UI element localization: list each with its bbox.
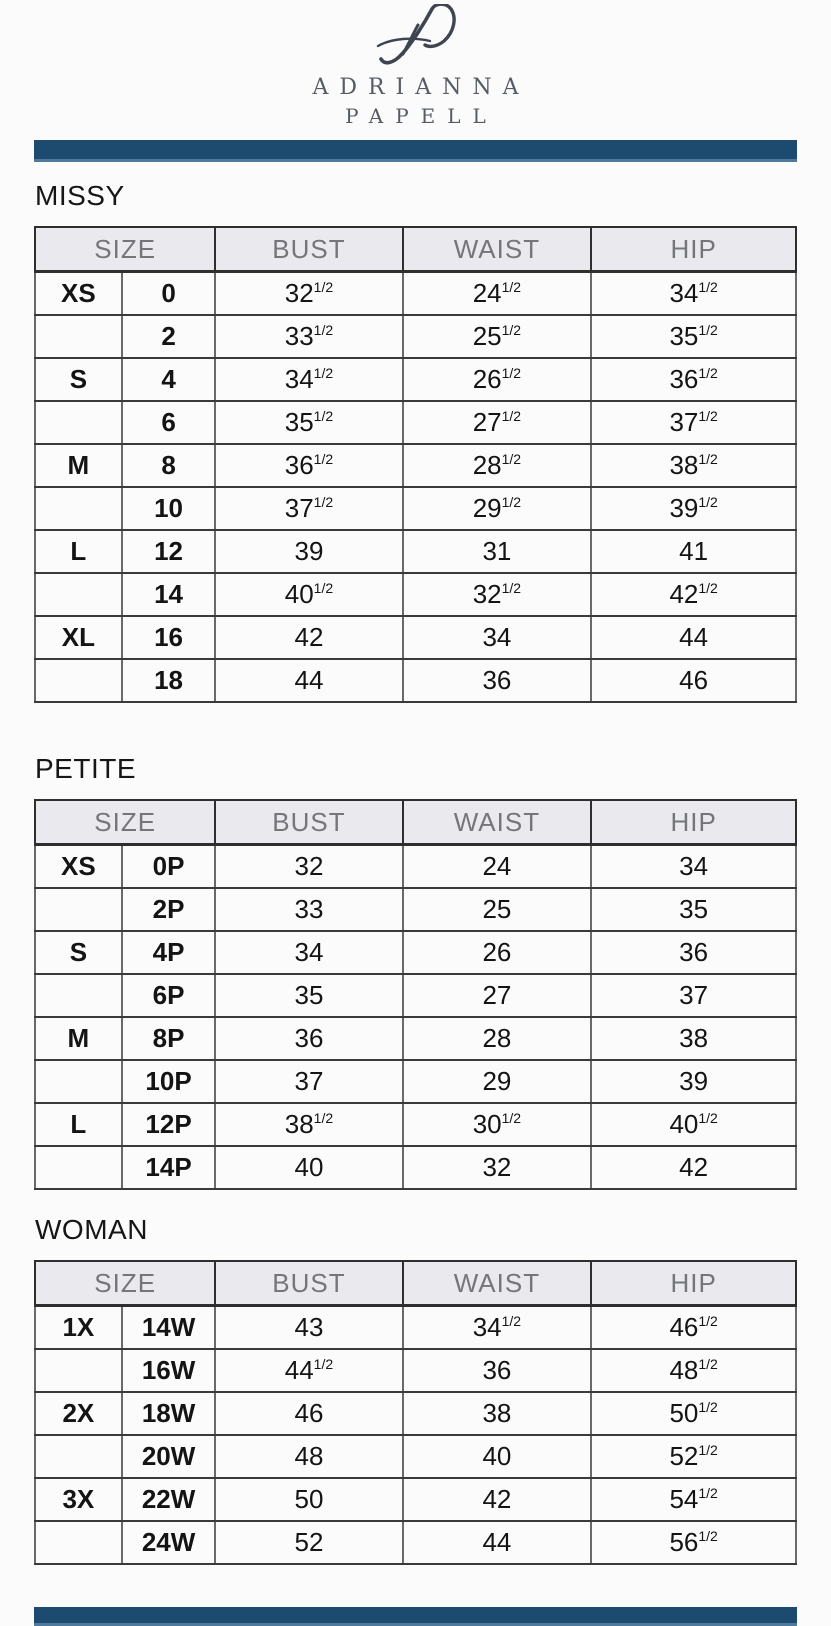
- cell-hip: 46: [591, 659, 796, 702]
- cell-number-size: 10P: [122, 1060, 216, 1103]
- cell-number-size: 8P: [122, 1017, 216, 1060]
- cell-letter-size: [35, 487, 122, 530]
- cell-bust: 43: [215, 1306, 402, 1350]
- half-fraction: 1/2: [698, 1312, 718, 1329]
- cell-waist: 28: [403, 1017, 592, 1060]
- col-header-bust: BUST: [215, 227, 402, 272]
- cell-number-size: 0: [122, 272, 216, 316]
- cell-waist: 36: [403, 1349, 592, 1392]
- cell-number-size: 6P: [122, 974, 216, 1017]
- cell-number-size: 10: [122, 487, 216, 530]
- cell-bust: 33: [215, 888, 402, 931]
- table-row: [35, 1435, 796, 1478]
- top-divider-bar: [34, 140, 797, 162]
- cell-bust: 37: [215, 1060, 402, 1103]
- section-title-woman: WOMAN: [35, 1214, 148, 1246]
- cell-hip: 36: [591, 931, 796, 974]
- cell-hip: $50^{1/2}$: [591, 1392, 796, 1435]
- cell-letter-size: [35, 1060, 122, 1103]
- half-fraction: 1/2: [698, 450, 718, 467]
- cell-hip: 34: [591, 845, 796, 889]
- table-row: [35, 272, 796, 316]
- half-fraction: 1/2: [501, 321, 522, 338]
- cell-bust: 36: [215, 1017, 402, 1060]
- cell-hip: $36^{1/2}$: [591, 358, 796, 401]
- cell-hip: 38: [591, 1017, 796, 1060]
- cell-waist: $34^{1/2}$: [403, 1306, 592, 1350]
- col-header-bust: BUST: [215, 800, 402, 845]
- table-row: [35, 616, 796, 659]
- cell-number-size: 18: [122, 659, 216, 702]
- table-row: [35, 931, 796, 974]
- size-section-missy: [34, 180, 797, 703]
- half-fraction: 1/2: [313, 407, 334, 424]
- cell-hip: $48^{1/2}$: [591, 1349, 796, 1392]
- cell-waist: $25^{1/2}$: [403, 315, 592, 358]
- cell-letter-size: [35, 315, 122, 358]
- cell-hip: $42^{1/2}$: [591, 573, 796, 616]
- cell-hip: $39^{1/2}$: [591, 487, 796, 530]
- cell-bust: 35: [215, 974, 402, 1017]
- cell-number-size: 6: [122, 401, 216, 444]
- half-fraction: 1/2: [501, 1312, 522, 1329]
- section-title-missy: MISSY: [35, 180, 125, 212]
- col-header-size: SIZE: [35, 800, 215, 845]
- table-row: [35, 530, 796, 573]
- header-row: [35, 227, 796, 272]
- cell-bust: 39: [215, 530, 402, 573]
- cell-hip: 44: [591, 616, 796, 659]
- cell-number-size: 0P: [122, 845, 216, 889]
- cell-bust: 40: [215, 1146, 402, 1189]
- cell-letter-size: [35, 401, 122, 444]
- half-fraction: 1/2: [698, 493, 718, 510]
- cell-letter-size: XS: [35, 845, 122, 889]
- col-header-hip: HIP: [591, 800, 796, 845]
- cell-letter-size: L: [35, 530, 122, 573]
- cell-hip: $40^{1/2}$: [591, 1103, 796, 1146]
- col-header-waist: WAIST: [403, 1261, 592, 1306]
- table-row: [35, 1306, 796, 1350]
- cell-waist: $24^{1/2}$: [403, 272, 592, 316]
- half-fraction: 1/2: [313, 1355, 334, 1372]
- table-row: [35, 401, 796, 444]
- half-fraction: 1/2: [501, 364, 522, 381]
- half-fraction: 1/2: [698, 579, 718, 596]
- table-row: [35, 444, 796, 487]
- cell-hip: $54^{1/2}$: [591, 1478, 796, 1521]
- half-fraction: 1/2: [313, 321, 334, 338]
- cell-number-size: 8: [122, 444, 216, 487]
- cell-number-size: 16: [122, 616, 216, 659]
- cell-bust: 44: [215, 659, 402, 702]
- cell-waist: 36: [403, 659, 592, 702]
- cell-letter-size: [35, 573, 122, 616]
- size-section-woman: [34, 1214, 797, 1565]
- size-table-petite: [34, 799, 797, 1190]
- cell-letter-size: [35, 888, 122, 931]
- half-fraction: 1/2: [698, 1441, 718, 1458]
- cell-bust: 50: [215, 1478, 402, 1521]
- half-fraction: 1/2: [698, 1484, 718, 1501]
- cell-number-size: 14P: [122, 1146, 216, 1189]
- half-fraction: 1/2: [698, 1398, 718, 1415]
- cell-hip: 35: [591, 888, 796, 931]
- cell-waist: 25: [403, 888, 592, 931]
- cell-hip: $56^{1/2}$: [591, 1521, 796, 1564]
- cell-hip: 41: [591, 530, 796, 573]
- cell-hip: $37^{1/2}$: [591, 401, 796, 444]
- half-fraction: 1/2: [313, 493, 334, 510]
- cell-letter-size: [35, 1521, 122, 1564]
- col-header-bust: BUST: [215, 1261, 402, 1306]
- cell-waist: 42: [403, 1478, 592, 1521]
- half-fraction: 1/2: [698, 321, 718, 338]
- table-row: [35, 1103, 796, 1146]
- size-section-petite: [34, 753, 797, 1190]
- cell-waist: 29: [403, 1060, 592, 1103]
- header-row: [35, 800, 796, 845]
- cell-number-size: 22W: [122, 1478, 216, 1521]
- table-row: [35, 888, 796, 931]
- cell-letter-size: M: [35, 1017, 122, 1060]
- half-fraction: 1/2: [501, 493, 522, 510]
- cell-waist: 32: [403, 1146, 592, 1189]
- table-row: [35, 1017, 796, 1060]
- cell-hip: 37: [591, 974, 796, 1017]
- half-fraction: 1/2: [313, 579, 334, 596]
- cell-bust: 32: [215, 845, 402, 889]
- cell-letter-size: 1X: [35, 1306, 122, 1350]
- table-row: [35, 573, 796, 616]
- half-fraction: 1/2: [501, 579, 522, 596]
- half-fraction: 1/2: [698, 407, 718, 424]
- cell-bust: $38^{1/2}$: [215, 1103, 402, 1146]
- cell-letter-size: [35, 1349, 122, 1392]
- half-fraction: 1/2: [698, 364, 718, 381]
- cell-bust: $34^{1/2}$: [215, 358, 402, 401]
- brand-name-line1: ADRIANNA: [312, 75, 530, 100]
- table-row: [35, 1060, 796, 1103]
- size-tables: [34, 180, 797, 1565]
- col-header-size: SIZE: [35, 1261, 215, 1306]
- half-fraction: 1/2: [313, 364, 334, 381]
- cell-hip: 42: [591, 1146, 796, 1189]
- cell-bust: $33^{1/2}$: [215, 315, 402, 358]
- cell-waist: $32^{1/2}$: [403, 573, 592, 616]
- cell-letter-size: [35, 1146, 122, 1189]
- cell-waist: $27^{1/2}$: [403, 401, 592, 444]
- table-row: [35, 974, 796, 1017]
- half-fraction: 1/2: [698, 1527, 718, 1544]
- table-row: [35, 358, 796, 401]
- size-table-missy: [34, 226, 797, 703]
- cell-letter-size: XL: [35, 616, 122, 659]
- cell-waist: $30^{1/2}$: [403, 1103, 592, 1146]
- table-row: [35, 1478, 796, 1521]
- half-fraction: 1/2: [698, 1109, 718, 1126]
- half-fraction: 1/2: [698, 278, 718, 295]
- cell-bust: $32^{1/2}$: [215, 272, 402, 316]
- cell-number-size: 4P: [122, 931, 216, 974]
- cell-number-size: 2P: [122, 888, 216, 931]
- col-header-waist: WAIST: [403, 227, 592, 272]
- size-table-woman: [34, 1260, 797, 1565]
- bottom-divider-bar: [34, 1607, 797, 1626]
- cell-letter-size: 2X: [35, 1392, 122, 1435]
- cell-letter-size: [35, 1435, 122, 1478]
- cell-hip: 39: [591, 1060, 796, 1103]
- cell-number-size: 2: [122, 315, 216, 358]
- cell-bust: 46: [215, 1392, 402, 1435]
- cell-waist: $26^{1/2}$: [403, 358, 592, 401]
- cell-bust: $35^{1/2}$: [215, 401, 402, 444]
- cell-letter-size: S: [35, 358, 122, 401]
- cell-letter-size: S: [35, 931, 122, 974]
- cell-hip: $34^{1/2}$: [591, 272, 796, 316]
- cell-letter-size: M: [35, 444, 122, 487]
- table-row: [35, 1392, 796, 1435]
- table-row: [35, 659, 796, 702]
- half-fraction: 1/2: [313, 450, 334, 467]
- cell-waist: $29^{1/2}$: [403, 487, 592, 530]
- cell-number-size: 14: [122, 573, 216, 616]
- col-header-size: SIZE: [35, 227, 215, 272]
- table-row: [35, 487, 796, 530]
- cell-letter-size: L: [35, 1103, 122, 1146]
- cell-bust: $44^{1/2}$: [215, 1349, 402, 1392]
- cell-number-size: 24W: [122, 1521, 216, 1564]
- half-fraction: 1/2: [313, 1109, 334, 1126]
- header-row: [35, 1261, 796, 1306]
- half-fraction: 1/2: [501, 278, 522, 295]
- cell-waist: 44: [403, 1521, 592, 1564]
- cell-bust: $37^{1/2}$: [215, 487, 402, 530]
- cell-waist: 40: [403, 1435, 592, 1478]
- col-header-hip: HIP: [591, 1261, 796, 1306]
- half-fraction: 1/2: [501, 1109, 522, 1126]
- half-fraction: 1/2: [501, 450, 522, 467]
- cell-number-size: 12: [122, 530, 216, 573]
- cell-hip: $35^{1/2}$: [591, 315, 796, 358]
- col-header-waist: WAIST: [403, 800, 592, 845]
- cell-number-size: 14W: [122, 1306, 216, 1350]
- brand-header: [34, 0, 797, 128]
- cell-bust: 48: [215, 1435, 402, 1478]
- table-row: [35, 315, 796, 358]
- cell-hip: $52^{1/2}$: [591, 1435, 796, 1478]
- cell-bust: $40^{1/2}$: [215, 573, 402, 616]
- cell-number-size: 12P: [122, 1103, 216, 1146]
- half-fraction: 1/2: [698, 1355, 718, 1372]
- cell-waist: 34: [403, 616, 592, 659]
- table-row: [35, 1146, 796, 1189]
- table-row: [35, 1349, 796, 1392]
- half-fraction: 1/2: [313, 278, 334, 295]
- table-row: [35, 845, 796, 889]
- half-fraction: 1/2: [501, 407, 522, 424]
- cell-number-size: 20W: [122, 1435, 216, 1478]
- cell-waist: 31: [403, 530, 592, 573]
- cell-waist: 27: [403, 974, 592, 1017]
- cell-number-size: 18W: [122, 1392, 216, 1435]
- cell-hip: $46^{1/2}$: [591, 1306, 796, 1350]
- cell-bust: $36^{1/2}$: [215, 444, 402, 487]
- cell-number-size: 16W: [122, 1349, 216, 1392]
- cell-letter-size: [35, 659, 122, 702]
- cell-number-size: 4: [122, 358, 216, 401]
- cell-letter-size: XS: [35, 272, 122, 316]
- cell-waist: 26: [403, 931, 592, 974]
- cell-waist: 24: [403, 845, 592, 889]
- cell-bust: 34: [215, 931, 402, 974]
- section-title-petite: PETITE: [35, 753, 137, 785]
- cell-hip: $38^{1/2}$: [591, 444, 796, 487]
- cell-waist: 38: [403, 1392, 592, 1435]
- cell-letter-size: 3X: [35, 1478, 122, 1521]
- brand-monogram-icon: [34, 4, 797, 66]
- cell-waist: $28^{1/2}$: [403, 444, 592, 487]
- col-header-hip: HIP: [591, 227, 796, 272]
- brand-name-line2: PAPELL: [345, 104, 498, 129]
- cell-bust: 42: [215, 616, 402, 659]
- cell-letter-size: [35, 974, 122, 1017]
- cell-bust: 52: [215, 1521, 402, 1564]
- table-row: [35, 1521, 796, 1564]
